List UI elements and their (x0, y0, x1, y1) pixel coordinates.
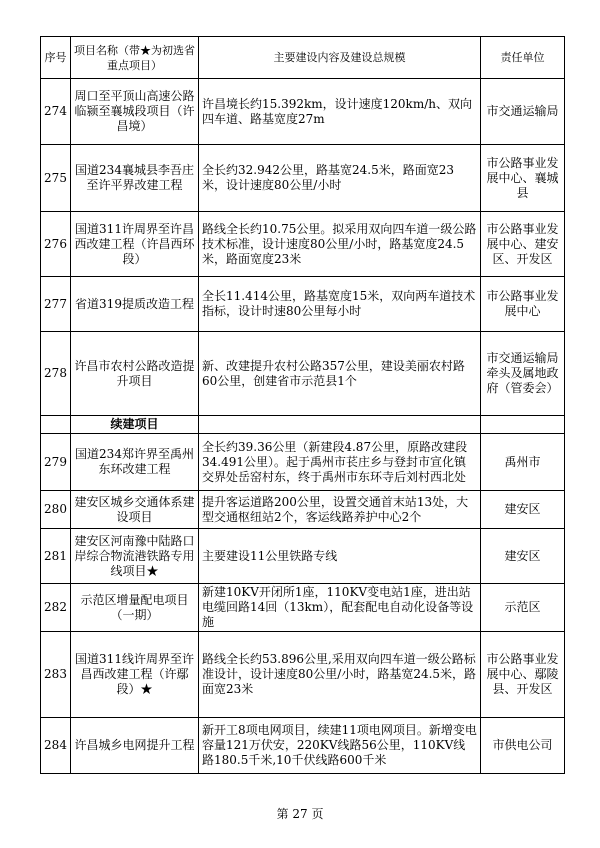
row-name: 许昌城乡电网提升工程 (71, 718, 199, 774)
header-name: 项目名称（带★为初选省重点项目） (71, 37, 199, 79)
section-label: 续建项目 (71, 416, 199, 434)
row-unit: 示范区 (481, 584, 565, 632)
row-name: 国道234襄城县李吾庄至许平界改建工程 (71, 145, 199, 212)
table-row (41, 584, 565, 632)
row-no: 284 (41, 718, 71, 774)
table-row (41, 434, 565, 491)
row-scope: 路线全长约53.896公里,采用双向四车道一级公路标准设计，设计速度80公里/小时，路基宽24.5米，路面宽23米 (199, 632, 481, 718)
row-no: 274 (41, 79, 71, 145)
table-header-row (41, 37, 565, 79)
row-no: 277 (41, 277, 71, 332)
row-name: 建安区城乡交通体系建设项目 (71, 491, 199, 529)
row-scope: 全长约39.36公里（新建段4.87公里，原路改建段34.491公里）。起于禹州市苌庄乡与登封市宣化镇交界处岳窑村东，终于禹州市东环寺后刘村西北处 (199, 434, 481, 491)
row-unit: 市公路事业发展中心 (481, 277, 565, 332)
row-name: 国道311许周界至许昌西改建工程（许昌西环段） (71, 212, 199, 277)
row-name: 建安区河南豫中陆路口岸综合物流港铁路专用线项目★ (71, 529, 199, 584)
row-scope: 全长约32.942公里，路基宽24.5米，路面宽23米，设计速度80公里/小时 (199, 145, 481, 212)
section-empty-cell (41, 416, 71, 434)
table-row (41, 145, 565, 212)
row-unit: 建安区 (481, 491, 565, 529)
row-scope: 主要建设11公里铁路专线 (199, 529, 481, 584)
row-no: 278 (41, 332, 71, 416)
row-name: 许昌市农村公路改造提升项目 (71, 332, 199, 416)
row-unit: 市公路事业发展中心、鄢陵县、开发区 (481, 632, 565, 718)
page-number: 第 27 页 (276, 807, 324, 821)
section-row (41, 416, 565, 434)
row-scope: 新建10KV开闭所1座，110KV变电站1座，进出站电缆回路14回（13km），配套配电自动化设备等设施 (199, 584, 481, 632)
table-row (41, 212, 565, 277)
row-no: 275 (41, 145, 71, 212)
row-name: 周口至平顶山高速公路临颍至襄城段项目（许昌境） (71, 79, 199, 145)
row-scope: 路线全长约10.75公里。拟采用双向四车道一级公路技术标准，设计速度80公里/小时，路基宽度24.5米，路面宽度23米 (199, 212, 481, 277)
section-empty-cell (199, 416, 481, 434)
header-unit: 责任单位 (481, 37, 565, 79)
row-no: 282 (41, 584, 71, 632)
row-unit: 禹州市 (481, 434, 565, 491)
header-no: 序号 (41, 37, 71, 79)
row-unit: 市供电公司 (481, 718, 565, 774)
row-no: 279 (41, 434, 71, 491)
section-empty-cell (481, 416, 565, 434)
row-no: 276 (41, 212, 71, 277)
row-unit: 市公路事业发展中心、襄城县 (481, 145, 565, 212)
project-table (40, 36, 565, 774)
header-scope: 主要建设内容及建设总规模 (199, 37, 481, 79)
table-row (41, 79, 565, 145)
row-no: 281 (41, 529, 71, 584)
row-unit: 市交通运输局 (481, 79, 565, 145)
row-scope: 提升客运道路200公里，设置交通首末站13处，大型交通枢纽站2个，客运线路养护中心2个 (199, 491, 481, 529)
row-no: 283 (41, 632, 71, 718)
row-scope: 全长11.414公里，路基宽度15米，双向两车道技术指标，设计时速80公里每小时 (199, 277, 481, 332)
table-row (41, 332, 565, 416)
table-row (41, 718, 565, 774)
row-no: 280 (41, 491, 71, 529)
row-scope: 新、改建提升农村公路357公里，建设美丽农村路60公里，创建省市示范县1个 (199, 332, 481, 416)
row-scope: 新开工8项电网项目，续建11项电网项目。新增变电容量121万伏安，220KV线路56公里，110KV线路180.5千米,10千伏线路600千米 (199, 718, 481, 774)
row-unit: 建安区 (481, 529, 565, 584)
row-unit: 市交通运输局牵头及属地政府（管委会） (481, 332, 565, 416)
row-name: 国道311线许周界至许昌西改建工程（许鄢段）★ (71, 632, 199, 718)
row-name: 国道234郑许界至禹州东环改建工程 (71, 434, 199, 491)
row-unit: 市公路事业发展中心、建安区、开发区 (481, 212, 565, 277)
table-row (41, 632, 565, 718)
table-row (41, 529, 565, 584)
table-row (41, 491, 565, 529)
row-name: 示范区增量配电项目（一期） (71, 584, 199, 632)
row-name: 省道319提质改造工程 (71, 277, 199, 332)
row-scope: 许昌境长约15.392km，设计速度120km/h、双向四车道、路基宽度27m (199, 79, 481, 145)
table-row (41, 277, 565, 332)
